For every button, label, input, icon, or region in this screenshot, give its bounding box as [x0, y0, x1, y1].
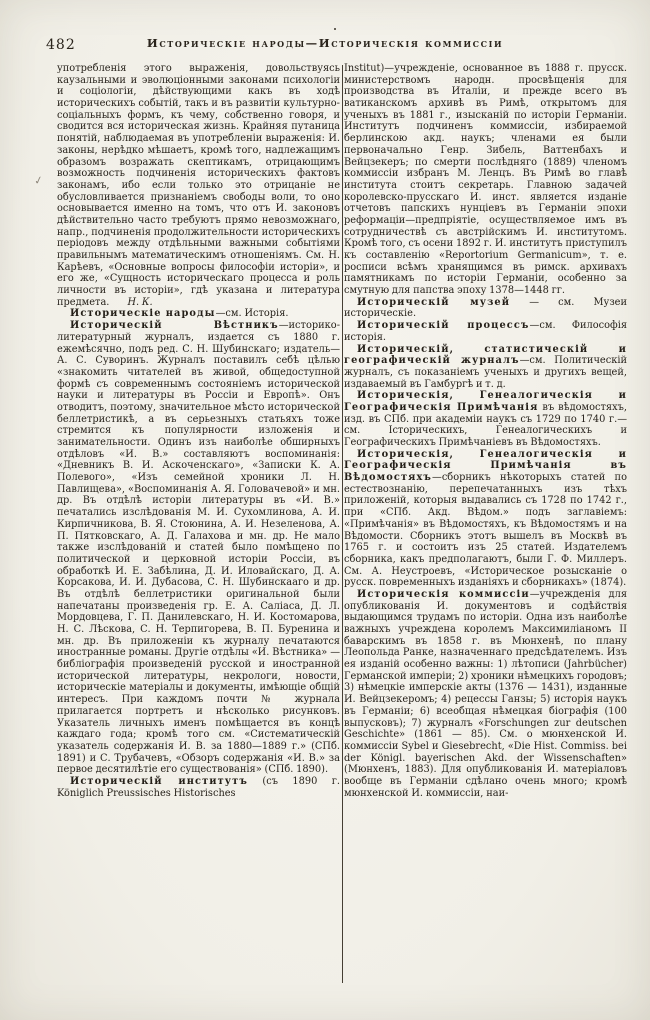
entry-body: — см. Музеи историческіе. — [344, 296, 627, 320]
paragraph-continuation-institut — [344, 63, 627, 297]
paragraph-continuation-historical-laws — [57, 63, 340, 308]
text-columns — [57, 63, 627, 983]
entry-body: —историко-литературный журналъ, издается съ 1880 г. ежемѣсячно, подъ ред. С. Н. Шубинскаго; издатель—А. С. Суворинъ. Журналъ поставилъ себѣ цѣлью «знакомить читателей въ живой, общедоступной формѣ съ современнымъ состояніемъ исторической науки и литературы въ Россіи и Европѣ». Онъ отводитъ, поэтому, значительное мѣсто исторической беллетристикѣ, а въ серьезныхъ статьяхъ тоже стремится къ популярности изложенія и занимательности. Одинъ изъ наиболѣе обширныхъ отдѣловъ «И. В.» составляютъ воспоминанія: «Дневникъ В. И. Аскоченскаго», «Записки К. А. Полевого», «Изъ семейной хроники Л. Н. Павлищева», «Воспоминанія А. Я. Головачевой» и мн. др. Въ отдѣлѣ исторіи литературы въ «И. В.» печатались изслѣдованія М. И. Сухомлинова, А. И. Кирпичникова, В. Я. Стоюнина, А. И. Незеленова, А. П. Пятковскаго, А. Д. Галахова и мн. др. Не мало также изслѣдованій и статей было помѣщено по политической и церковной исторіи Россіи, въ обработкѣ И. Е. Забѣлина, Д. И. Иловайскаго, Д. А. Корсакова, И. И. Дубасова, С. Н. Шубинскааго и др. Въ отдѣлѣ беллетристики оригинальной были напечатаны произведенія гр. Е. А. Саліаса, Д. Л. Мордовцева, Г. П. Данилевскаго, Н. И. Костомарова, Н. С. Лѣскова, С. Н. Терпигорева, В. П. Буренина и мн. др. Въ приложеніи къ журналу печатаются иностранные романы. Другіе отдѣлы «И. Вѣстника» — библіографія произведеній русской и иностранной исторической литературы, некрологи, новости, историческіе матеріалы и документы, имѣющіе общій интересъ. При каждомъ почти № журнала прилагается портретъ и нѣсколько рисунковъ. Указатель личныхъ именъ помѣщается въ концѣ каждаго года; кромѣ того см. «Систематическій указатель содержанія И. В. за 1880—1889 г.» (СПб. 1891) и С. Трубачевъ, «Обзоръ содержанія «И. В.» за первое десятилѣтіе его существованія» (СПб. 1890). — [57, 320, 340, 776]
running-title: Историческіе народы—Историческія коммиссіи — [146, 36, 504, 50]
ink-speck — [334, 28, 336, 30]
page-header — [0, 36, 650, 58]
left-column — [57, 63, 340, 983]
entry-istoricheskij-process — [344, 320, 627, 343]
entry-body: —см. Политическій журналъ, съ показаніемъ ученыхъ и другихъ вещей, издаваемый въ Гамбургѣ и т. д. — [344, 355, 627, 390]
entry-body: —учрежденія для опубликованія И. документовъ и содѣйствія выдающимся трудамъ по исторіи. Одна изъ наиболѣе важныхъ учреждена королемъ Максимиліаномъ II баварскимъ въ 1858 г. въ Мюнхенѣ, по плану Леопольда Ранке, назначеннаго предсѣдателемъ. Изъ ея изданій особенно важны: 1) лѣтописи (Jahrbücher) Германской имперіи; 2) хроники нѣмецкихъ городовъ; 3) нѣмецкіе имперскіе акты (1376 — 1431), изданные И. Вейцзекеромъ; 4) рецессы Ганзы; 5) исторія наукъ въ Германіи; 6) всеобщая нѣмецкая біографія (100 выпусковъ); 7) журналъ «Forschungen zur deutschen Geschichte» (1861 — 85). См. о мюнхенской И. коммиссіи Sybel и Giesebrecht, «Die Hist. Commiss. bei der Königl. bayerischen Akd. der Wissenschaften» (Мюнхенъ, 1883). Для опубликованія И. матеріаловъ вообще въ Германіи сдѣлано очень много; кромѣ мюнхенской И. коммиссіи, наи- — [344, 588, 627, 799]
entry-primechanija-v-vedomostjah-1 — [344, 390, 627, 448]
entry-istoricheskij-institut — [57, 776, 340, 799]
entry-body: —см. Философія исторія. — [344, 320, 628, 343]
entry-istoricheskie-narody — [57, 308, 340, 320]
entry-heading: Историческій музей — [357, 296, 511, 308]
margin-pencil-mark: ✓ — [32, 173, 45, 188]
right-column — [344, 63, 627, 983]
entry-heading: Историческій, статистическій и географическій журналъ — [344, 343, 627, 367]
entry-heading: Историческія, Генеалогическія и Географическія Примѣчанія — [344, 390, 627, 413]
column-divider-rule — [342, 65, 343, 983]
author-signature: Н. К. — [127, 296, 153, 308]
entry-heading: Историческіе народы — [70, 308, 216, 320]
entry-istoricheskij-muzej — [344, 297, 627, 320]
entry-heading: Историческія коммиссіи — [357, 588, 530, 600]
entry-istoricheskija-kommissii — [344, 589, 627, 799]
entry-istoricheskij-vestnik — [57, 320, 340, 776]
entry-heading: Историческій процессъ — [357, 320, 530, 332]
entry-body: въ вѣдомостяхъ, изд. въ СПб. при академіи наукъ съ 1729 по 1740 г.—см. Історическихъ, Генеалогическихъ и Географическихъ Примѣчаніевъ въ Вѣдомостяхъ. — [344, 401, 627, 448]
paragraph-body: Institut)—учрежденіе, основанное въ 1888 г. прусск. министерствомъ народн. просвѣщенія для производства въ Италіи, и прежде всего въ ватиканскомъ архивѣ въ Римѣ, открытомъ для ученыхъ въ 1881 г., изысканій по исторіи Германіи. Институтъ подчиненъ коммиссіи, избираемой берлинскою акд. наукъ; членами ея были первоначально Генр. Зибель, Ваттенбахъ и Вейцзекеръ; по смерти послѣдняго (1889) членомъ коммиссіи избранъ М. Ленцъ. Въ Римѣ во главѣ института стоитъ секретарь. Главною задачей королевско-прусскаго И. инст. является изданіе отчетовъ папскихъ нунціевъ въ Германіи эпохи реформаціи—предпріятіе, осуществляемое имъ въ сотрудничествѣ съ австрійскимъ И. институтомъ. Кромѣ того, съ осени 1892 г. И. институтъ приступилъ къ составленію «Reportorium Germanicum», т. е. росписи всѣмъ хранящимся въ римск. архивахъ памятникамъ по исторіи Германіи, особенно за смутную для папства эпоху 1378—1448 гг. — [344, 63, 627, 297]
paragraph-body: употребленія этого выраженія, довольствуясь каузальными и эволюціонными законами психологіи и соціологіи, дѣйствующими какъ въ ходѣ историческихъ событій, такъ и въ развитіи культурно-соціальныхъ формъ, къ чему, собственно говоря, и сводится вся историческая жизнь. Крайняя путаница понятій, наблюдаемая въ употребленіи выраженія: И. законы, нерѣдко мѣшаетъ, кромѣ того, надлежащимъ образомъ возражать скептикамъ, отрицающимъ возможность подчиненія историческихъ фактовъ законамъ, ибо если только это отрицаніе не обусловливается признаніемъ свободы воли, то оно основывается именно на томъ, что отъ И. законовъ дѣйствительно часто требуютъ прямо невозможнаго, напр., подчиненія продолжительности историческихъ періодовъ между отдѣльными важными событіями правильнымъ математическимъ отношеніямъ. См. Н. Карѣевъ, «Основные вопросы философіи исторіи», и его же, «Сущность историческаго процесса и роль личности въ исторіи», гдѣ указана и литература предмета. — [57, 63, 340, 308]
entry-body: —см. Исторія. — [215, 308, 289, 320]
entry-istoricheskij-statisticheskij-zhurnal — [344, 344, 627, 391]
entry-primechanija-v-vedomostjah-2 — [344, 449, 627, 589]
entry-heading: Историческій Вѣстникъ — [70, 320, 279, 332]
entry-heading: Историческій институтъ — [70, 775, 248, 787]
entry-body: —сборникъ нѣкоторыхъ статей по естествознанію, перепечатанныхъ изъ тѣхъ приложеній, которыя выдавались съ 1728 по 1742 г., при «СПб. Акд. Вѣдом.» подъ заглавіемъ: «Примѣчанія» въ Вѣдомостяхъ, къ Вѣдомостямъ и на Вѣдомости. Сборникъ этотъ вышелъ въ Москвѣ въ 1765 г. и состоитъ изъ 25 статей. Издателемъ сборника, какъ предполагаютъ, были Г. Ф. Миллеръ. См. А. Неустроевъ, «Историческое розысканіе о русск. повременныхъ изданіяхъ и сборникахъ» (1874). — [344, 472, 627, 589]
page-number: 482 — [46, 37, 76, 53]
entry-body: (съ 1890 г. Königlich Preussisches Historisches — [57, 775, 340, 799]
entry-heading: Историческія, Генеалогическія и Географическія Примѣчанія въ Вѣдомостяхъ — [344, 448, 627, 484]
